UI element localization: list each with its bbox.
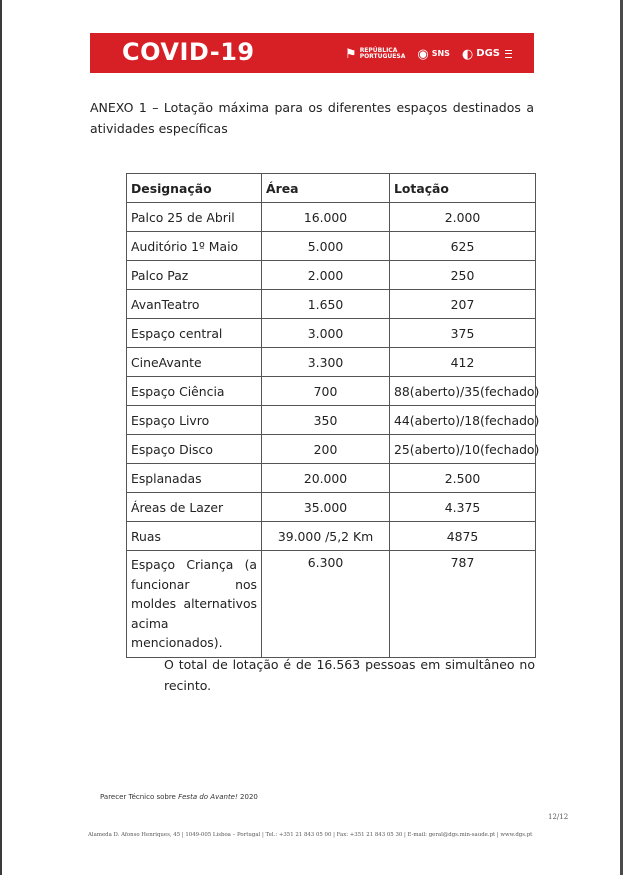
cell-lotacao: 2.000 (390, 203, 536, 232)
footnote-prefix: Parecer Técnico sobre (100, 793, 179, 801)
designacao-line: Espaço Criança (a (131, 557, 257, 572)
table-row (127, 493, 536, 522)
cell-area: 1.650 (262, 290, 390, 319)
table-row (127, 232, 536, 261)
cell-designacao: Áreas de Lazer (127, 493, 262, 522)
cell-area: 200 (262, 435, 390, 464)
cell-lotacao: 375 (390, 319, 536, 348)
table-row-espaco-crianca (127, 551, 536, 658)
footnote-italic: Festa do Avante! (178, 793, 238, 801)
cell-lotacao: 625 (390, 232, 536, 261)
cell-designacao: Espaço central (127, 319, 262, 348)
cell-area: 5.000 (262, 232, 390, 261)
table-row (127, 348, 536, 377)
table-row (127, 290, 536, 319)
page-edge-left (0, 0, 2, 875)
footnote (100, 793, 258, 801)
capacity-table (126, 173, 540, 658)
cell-area: 6.300 (262, 551, 390, 658)
annex-title: ANEXO 1 – Lotação máxima para os diferentes espaços destinados a atividades específicas (90, 100, 534, 136)
cell-designacao: AvanTeatro (127, 290, 262, 319)
sns-logo-text: SNS (431, 49, 450, 58)
table-row (127, 261, 536, 290)
designacao-line: acima (131, 615, 169, 631)
header-designacao: Designação (127, 174, 262, 203)
cell-area: 35.000 (262, 493, 390, 522)
dgs-bars-icon (505, 50, 512, 58)
cell-area: 20.000 (262, 464, 390, 493)
sns-logo (417, 48, 450, 61)
table-row (127, 377, 536, 406)
designacao-line: mencionados). (131, 635, 223, 650)
flag-emblem-icon: ⚑ (345, 46, 357, 62)
table-row (127, 522, 536, 551)
footnote-suffix: 2020 (237, 793, 258, 801)
cell-designacao: Ruas (127, 522, 262, 551)
cell-area: 39.000 /5,2 Km (262, 522, 390, 551)
cell-lotacao: 787 (390, 551, 536, 658)
cell-lotacao: 207 (390, 290, 536, 319)
designacao-line: funcionar nos (131, 576, 257, 592)
page-number: 12/12 (548, 813, 569, 821)
cell-area: 350 (262, 406, 390, 435)
cell-designacao: CineAvante (127, 348, 262, 377)
cell-designacao: Palco Paz (127, 261, 262, 290)
cell-designacao: Esplanadas (127, 464, 262, 493)
dgs-logo-text: DGS (476, 48, 500, 59)
cell-area: 3.000 (262, 319, 390, 348)
cell-designacao: Espaço Ciência (127, 377, 262, 406)
cell-lotacao: 88(aberto)/35(fechado) (390, 377, 536, 406)
table-header-row (127, 174, 536, 203)
sns-circle-icon: ◉ (417, 46, 429, 62)
total-capacity-text (164, 654, 535, 696)
cell-area: 2.000 (262, 261, 390, 290)
covid-banner (90, 33, 534, 73)
table-row (127, 406, 536, 435)
header-area: Área (262, 174, 390, 203)
cell-area: 3.300 (262, 348, 390, 377)
banner-logos (345, 43, 512, 65)
cell-designacao: Espaço Disco (127, 435, 262, 464)
table-row (127, 435, 536, 464)
cell-lotacao: 4875 (390, 522, 536, 551)
republica-portuguesa-logo (345, 48, 405, 61)
republica-logo-text: REPÚBLICA PORTUGUESA (359, 47, 406, 60)
cell-lotacao: 2.500 (390, 464, 536, 493)
cell-area: 700 (262, 377, 390, 406)
cell-designacao: Palco 25 de Abril (127, 203, 262, 232)
cell-lotacao: 25(aberto)/10(fechado) (390, 435, 536, 464)
dgs-logo (462, 48, 512, 61)
cell-designacao: Espaço Livro (127, 406, 262, 435)
header-lotacao: Lotação (390, 174, 536, 203)
cell-lotacao: 412 (390, 348, 536, 377)
cell-lotacao: 4.375 (390, 493, 536, 522)
designacao-line: moldes alternativos (131, 596, 257, 611)
footer-address: Alameda D. Afonso Henriques, 45 | 1049-005 Lisboa – Portugal | Tel.: +351 21 843 05 00 | Fax: +351 21 843 05 30 | E-mail: geral@dgs.min-saude.pt | www.dgs.pt (88, 832, 533, 838)
total-line: O total de lotação é de 16.563 pessoas em simultâneo no (164, 657, 535, 672)
banner-title: COVID-19 (122, 38, 255, 66)
table-row (127, 319, 536, 348)
cell-lotacao: 44(aberto)/18(fechado) (390, 406, 536, 435)
cell-lotacao: 250 (390, 261, 536, 290)
table-row (127, 203, 536, 232)
cell-designacao (127, 551, 262, 658)
total-line: recinto. (164, 678, 212, 693)
table-row (127, 464, 536, 493)
cell-area: 16.000 (262, 203, 390, 232)
cell-designacao: Auditório 1º Maio (127, 232, 262, 261)
dgs-circle-icon: ◐ (461, 46, 474, 62)
